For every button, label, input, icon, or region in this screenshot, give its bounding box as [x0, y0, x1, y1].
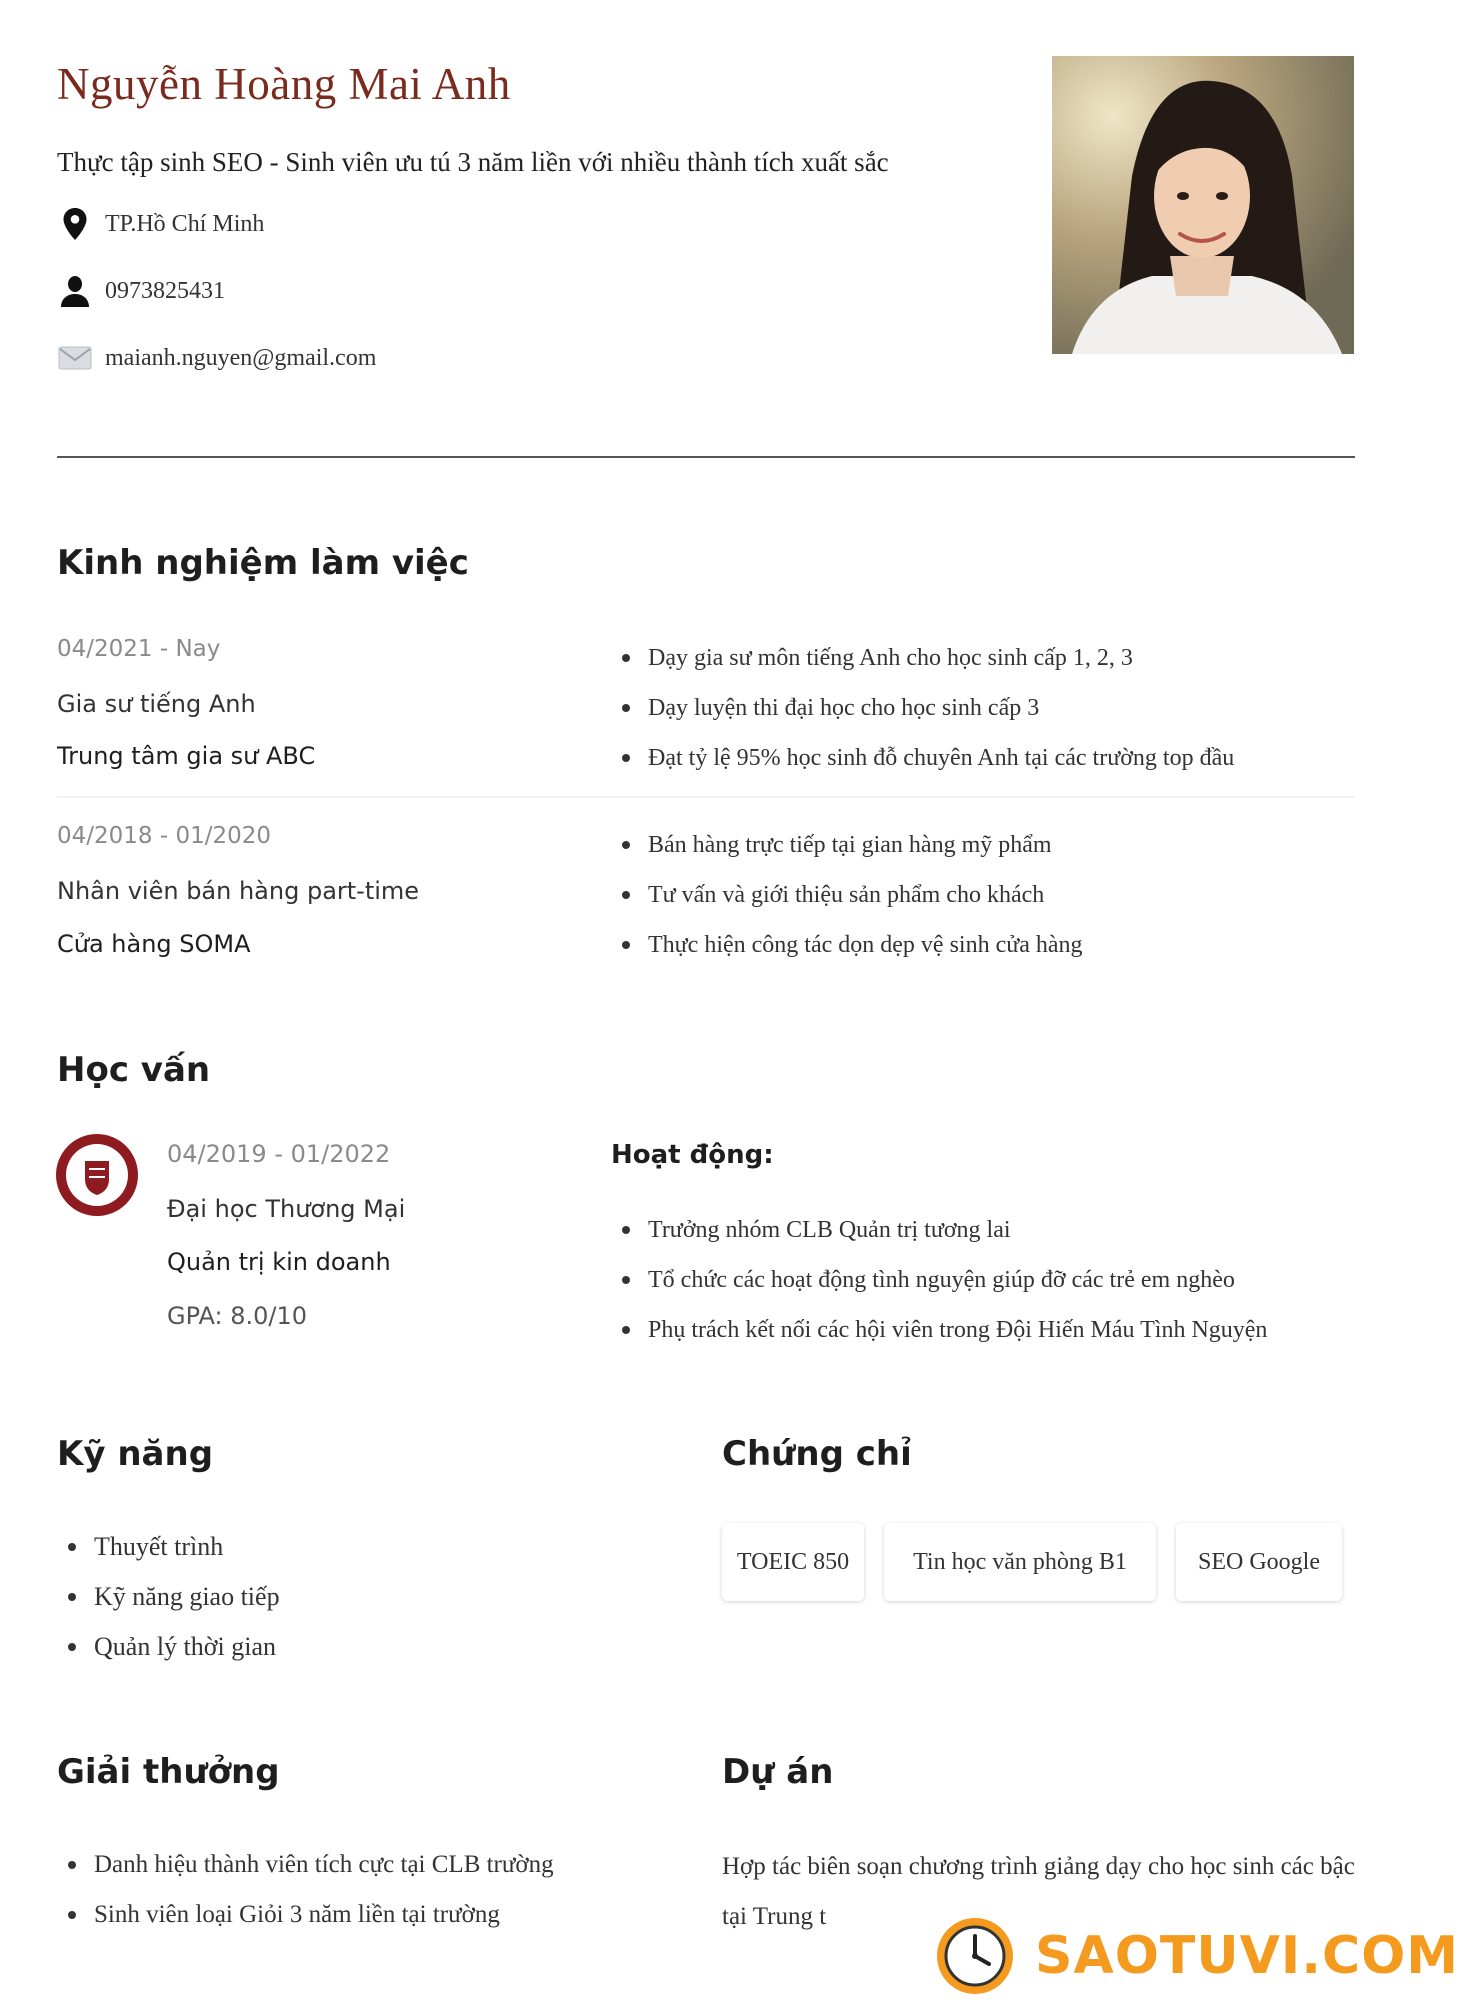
edu-date: 04/2019 - 01/2022: [167, 1140, 391, 1168]
exp-2-org: Cửa hàng SOMA: [57, 930, 251, 958]
experience-title: Kinh nghiệm làm việc: [57, 543, 469, 583]
skills-title: Kỹ năng: [57, 1434, 214, 1474]
row-separator: [57, 796, 1355, 798]
person-icon: [57, 273, 93, 309]
contact-phone: [57, 273, 225, 309]
contact-email: [57, 340, 376, 376]
phone-text: 0973825431: [105, 277, 225, 304]
awards-title: Giải thưởng: [57, 1752, 280, 1792]
list-item: Tư vấn và giới thiệu sản phẩm cho khách: [620, 870, 1083, 920]
location-pin-icon: [57, 206, 93, 242]
edu-school: Đại học Thương Mại: [167, 1195, 406, 1223]
list-item: Đạt tỷ lệ 95% học sinh đỗ chuyên Anh tại các trường top đầu: [620, 733, 1234, 783]
contact-location: [57, 206, 264, 242]
headline: Thực tập sinh SEO - Sinh viên ưu tú 3 năm liền với nhiều thành tích xuất sắc: [57, 147, 889, 177]
watermark-text[interactable]: SAOTUVI.COM: [1035, 1926, 1459, 1986]
header-divider: [57, 456, 1355, 458]
watermark: [935, 1912, 1459, 2000]
list-item: Danh hiệu thành viên tích cực tại CLB trường: [66, 1840, 554, 1890]
list-item: Tổ chức các hoạt động tình nguyện giúp đỡ các trẻ em nghèo: [620, 1255, 1267, 1305]
exp-1-bullets: [620, 633, 1234, 783]
envelope-icon: [57, 340, 93, 376]
list-item: Thực hiện công tác dọn dẹp vệ sinh cửa hàng: [620, 920, 1083, 970]
clock-logo-icon: [935, 1916, 1015, 1996]
edu-gpa: GPA: 8.0/10: [167, 1302, 308, 1330]
projects-title: Dự án: [722, 1752, 834, 1792]
exp-1-org: Trung tâm gia sư ABC: [57, 742, 316, 770]
list-item: Sinh viên loại Giỏi 3 năm liền tại trường: [66, 1890, 554, 1940]
education-title: Học vấn: [57, 1050, 211, 1090]
exp-1-role: Gia sư tiếng Anh: [57, 690, 256, 718]
profile-photo: [1052, 56, 1354, 354]
certificate-chip: SEO Google: [1176, 1523, 1342, 1601]
skills-list: [66, 1522, 280, 1672]
list-item: Phụ trách kết nối các hội viên trong Đội Hiến Máu Tình Nguyện: [620, 1305, 1267, 1355]
list-item: Quản lý thời gian: [66, 1622, 280, 1672]
list-item: Bán hàng trực tiếp tại gian hàng mỹ phẩm: [620, 820, 1083, 870]
list-item: Trưởng nhóm CLB Quản trị tương lai: [620, 1205, 1267, 1255]
activities-title: Hoạt động:: [611, 1140, 774, 1170]
list-item: Kỹ năng giao tiếp: [66, 1572, 280, 1622]
email-text[interactable]: maianh.nguyen@gmail.com: [105, 344, 377, 371]
certificate-chip: Tin học văn phòng B1: [884, 1523, 1156, 1601]
candidate-name: Nguyễn Hoàng Mai Anh: [57, 59, 511, 109]
list-item: Dạy luyện thi đại học cho học sinh cấp 3: [620, 683, 1234, 733]
project-description: Hợp tác biên soạn chương trình giảng dạy cho học sinh các bậc tại Trung t: [722, 1853, 1355, 1930]
certificate-chip: TOEIC 850: [722, 1523, 864, 1601]
awards-list: [66, 1840, 554, 1940]
activities-list: [620, 1205, 1267, 1355]
list-item: Dạy gia sư môn tiếng Anh cho học sinh cấp 1, 2, 3: [620, 633, 1234, 683]
university-logo: [55, 1133, 139, 1217]
exp-2-role: Nhân viên bán hàng part-time: [57, 877, 420, 905]
edu-major: Quản trị kin doanh: [167, 1248, 391, 1276]
location-text: TP.Hồ Chí Minh: [105, 210, 265, 237]
exp-2-bullets: [620, 820, 1083, 970]
list-item: Thuyết trình: [66, 1522, 280, 1572]
certificates-title: Chứng chỉ: [722, 1434, 912, 1474]
exp-1-date: 04/2021 - Nay: [57, 636, 221, 662]
exp-2-date: 04/2018 - 01/2020: [57, 823, 272, 849]
